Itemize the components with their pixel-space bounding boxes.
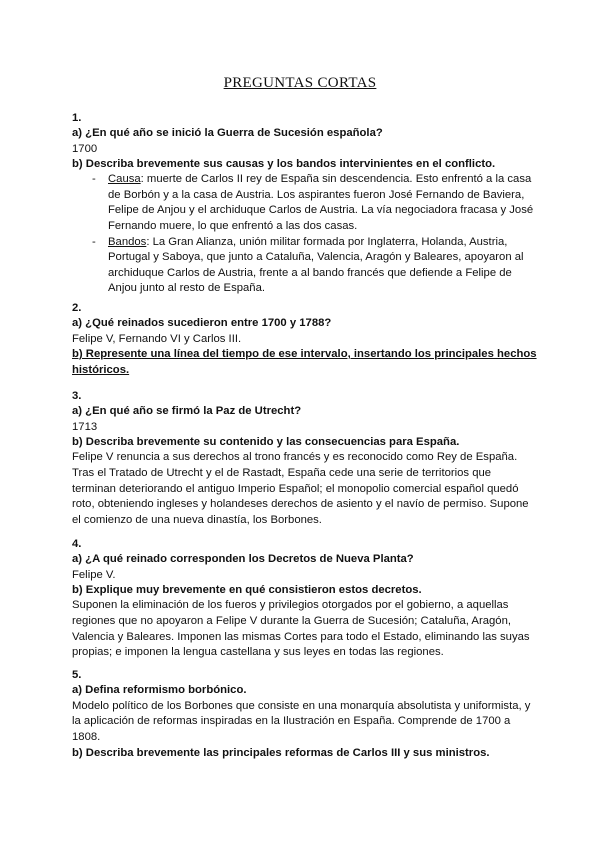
bullet-dash-icon: - [92, 235, 96, 248]
answer-a: Felipe V, Fernando VI y Carlos III. [72, 332, 242, 345]
list-item [72, 235, 537, 297]
question-b: b) Describa brevemente su contenido y las consecuencias para España. [72, 435, 460, 448]
question-number: 5. [72, 669, 82, 681]
list-item [72, 172, 537, 234]
question-b: b) Describa brevemente sus causas y los bandos intervinientes en el conflicto. [72, 157, 496, 170]
question-b: b) Represente una línea del tiempo de ese intervalo, insertando los principales hechos históricos. [72, 347, 537, 376]
question-number: 2. [72, 302, 82, 314]
question-number: 3. [72, 390, 82, 402]
question-4 [72, 537, 537, 661]
question-a: a) ¿A qué reinado corresponden los Decretos de Nueva Planta? [72, 553, 414, 566]
question-a: a) ¿En qué año se firmó la Paz de Utrecht? [72, 405, 302, 418]
question-a: a) Defina reformismo borbónico. [72, 684, 247, 697]
question-a: a) ¿En qué año se inició la Guerra de Sucesión española? [72, 127, 383, 140]
question-b: b) Describa brevemente las principales reformas de Carlos III y sus ministros. [72, 746, 490, 759]
question-number: 1. [72, 112, 82, 124]
bullet-list [72, 172, 537, 297]
answer-b: Felipe V renuncia a sus derechos al trono francés y es reconocido como Rey de España. Tras el Tratado de Utrecht y el de Rastadt, España cede una serie de territorios que terminan deteriorando el antiguo Imperio Español; el monopolio comercial español quedó roto, obteniendo ingleses y holandeses derechos de asiento y el navío de permiso. Supone el comienzo de una nueva dinastía, los Borbones. [72, 451, 529, 526]
page-title: PREGUNTAS CORTAS [223, 75, 377, 91]
answer-a: 1700 [72, 142, 98, 155]
question-a: a) ¿Qué reinados sucedieron entre 1700 y 1788? [72, 317, 332, 330]
answer-a: 1713 [72, 420, 98, 433]
bullet-dash-icon: - [92, 173, 96, 186]
item-label: Bandos [108, 235, 147, 248]
item-label: Causa [108, 173, 141, 186]
question-1 [72, 111, 537, 297]
answer-a: Felipe V. [72, 568, 116, 581]
question-2 [72, 301, 537, 378]
question-number: 4. [72, 538, 82, 550]
answer-b: Suponen la eliminación de los fueros y privilegios otorgados por el gobierno, a aquellas regiones que no apoyaron a Felipe V durante la Guerra de Sucesión; Cataluña, Aragón, Valencia y Baleares. Imponen las mismas Cortes para todo el Estado, eliminando las suyas propias; e imponen la lengua castellana y sus leyes en todas las regiones. [72, 599, 530, 659]
question-3 [72, 389, 537, 529]
question-b: b) Explique muy brevemente en qué consistieron estos decretos. [72, 583, 422, 596]
item-text: : La Gran Alianza, unión militar formada por Inglaterra, Holanda, Austria, Portugal y Saboya, que junto a Cataluña, Valencia, Aragón y Baleares, apoyaron al archiduque Carlos de Austria, frente a al bando francés que defiende a Felipe de Anjou junto al resto de España. [108, 235, 524, 295]
answer-a: Modelo político de los Borbones que consiste en una monarquía absolutista y uniformista, y la aplicación de reformas inspiradas en la Ilustración en España. Comprende de 1700 a 1808. [72, 699, 531, 743]
item-text: : muerte de Carlos II rey de España sin descendencia. Esto enfrentó a la casa de Borbón y a la casa de Austria. Los aspirantes fueron José Fernando de Baviera, Felipe de Anjou y el archiduque Carlos de Austria. La vía negociadora fracasa y José Fernando muere, lo que enfrentó a las dos casas. [108, 173, 534, 232]
question-5 [72, 668, 537, 761]
